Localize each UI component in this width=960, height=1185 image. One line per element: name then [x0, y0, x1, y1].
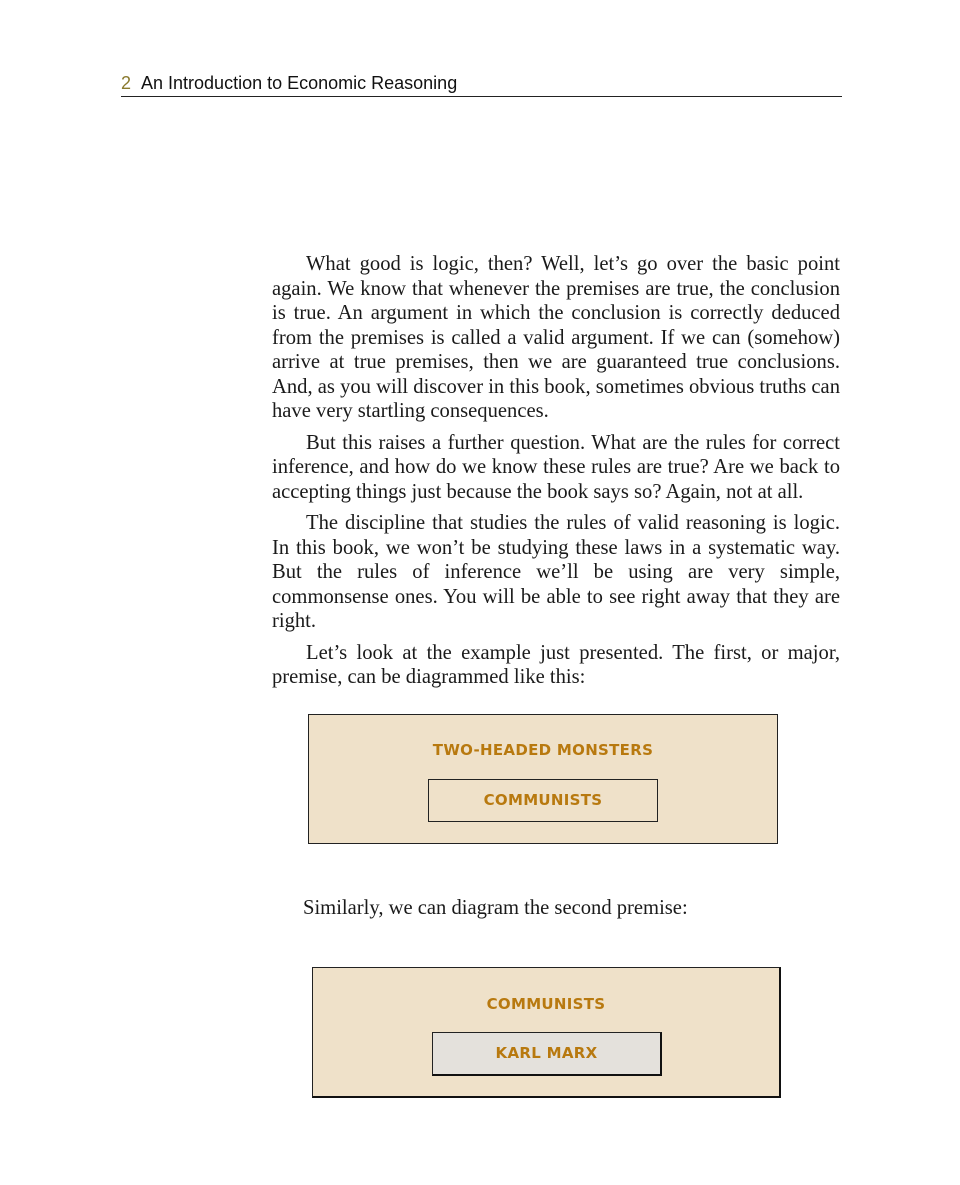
outer-set-label: TWO-HEADED MONSTERS	[432, 741, 654, 759]
inner-set-label: COMMUNISTS	[483, 791, 603, 809]
outer-set-label: COMMUNISTS	[486, 995, 606, 1013]
paragraph-logic: What good is logic, then? Well, let’s go over the basic point again. We know that whenever the premises are true, the conclusion is true. An argument in which the conclusion is correctly deduced from the premises is called a valid argument. If we can (somehow) arrive at true premises, then we are guaranteed true conclusions. And, as you will discover in this book, sometimes obvious truths can have very startling consequences.	[272, 253, 840, 422]
paragraph-example: Let’s look at the example just presented. The first, or major, premise, can be diagrammed like this:	[272, 641, 840, 688]
inner-set-box	[432, 1032, 662, 1076]
chapter-title: An Introduction to Economic Reasoning	[141, 73, 458, 93]
minor-premise-diagram	[312, 967, 781, 1098]
inner-set-box	[428, 779, 658, 822]
major-premise-diagram	[308, 714, 778, 844]
bridge-sentence: Similarly, we can diagram the second premise:	[303, 897, 688, 919]
running-head	[121, 70, 842, 97]
paragraph-discipline: The discipline that studies the rules of valid reasoning is logic. In this book, we won’t be studying these laws in a systematic way. But the rules of inference we’ll be using are very simple, commonsense ones. You will be able to see right away that they are right.	[272, 512, 840, 632]
paragraph-inference: But this raises a further question. What are the rules for correct inference, and how do we know these rules are true? Are we back to accepting things just because the book says so? Again, not at all.	[272, 431, 840, 503]
page-number: 2	[121, 73, 132, 93]
inner-set-label: KARL MARX	[495, 1044, 598, 1062]
body-text	[272, 252, 840, 697]
